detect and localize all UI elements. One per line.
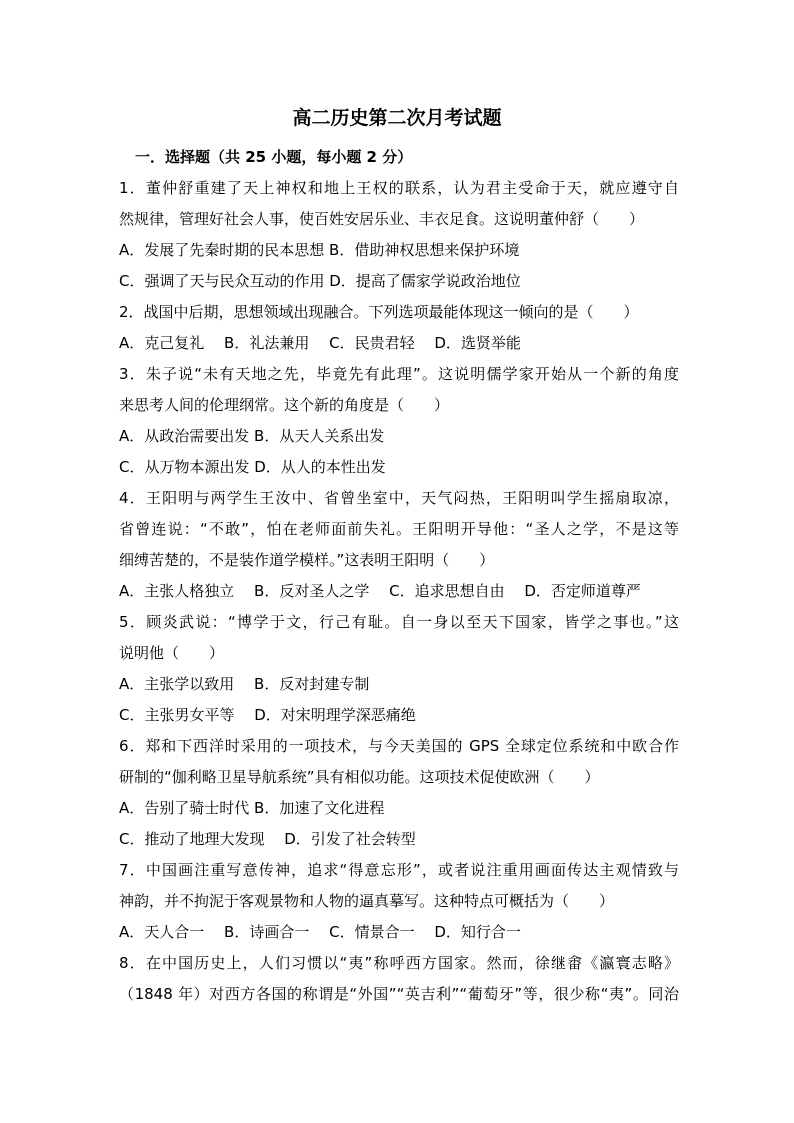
answer-options-line: A．发展了先秦时期的民本思想 B．借助神权思想来保护环境 xyxy=(119,241,520,259)
answer-options-line: A．天人合一 B．诗画合一 C．情景合一 D．知行合一 xyxy=(119,923,521,941)
question-text-line: 然规律，管理好社会人事，使百姓安居乐业、丰衣足食。这说明董仲舒（ ） xyxy=(119,210,645,228)
answer-options-line: C．从万物本源出发 D．从人的本性出发 xyxy=(119,458,386,476)
question-text-line: 4．王阳明与两学生王汝中、省曾坐室中，天气闷热，王阳明叫学生摇扇取凉， xyxy=(119,489,679,507)
exam-content xyxy=(119,142,679,1010)
section-heading: 一．选择题（共 25 小题，每小题 2 分） xyxy=(135,148,413,166)
question-text-line: 6．郑和下西洋时采用的一项技术，与今天美国的 GPS 全球定位系统和中欧合作 xyxy=(119,737,679,755)
answer-options-line: C．主张男女平等 D．对宋明理学深恶痛绝 xyxy=(119,706,416,724)
answer-options-line: A．主张人格独立 B．反对圣人之学 C．追求思想自由 D．否定师道尊严 xyxy=(119,582,641,600)
question-text-line: 研制的“伽利略卫星导航系统”具有相似功能。这项技术促使欧洲（ ） xyxy=(119,768,600,786)
question-text-line: 省曾连说：“不敢”，怕在老师面前失礼。王阳明开导他：“圣人之学，不是这等 xyxy=(119,520,679,538)
question-text-line: 神韵，并不拘泥于客观景物和人物的逼真摹写。这种特点可概括为（ ） xyxy=(119,892,615,910)
page-title: 高二历史第二次月考试题 xyxy=(292,107,502,129)
answer-options-line: C．强调了天与民众互动的作用 D．提高了儒家学说政治地位 xyxy=(119,272,521,290)
answer-options-line: A．从政治需要出发 B．从天人关系出发 xyxy=(119,427,385,445)
question-list xyxy=(119,173,679,1010)
question-text-line: 来思考人间的伦理纲常。这个新的角度是（ ） xyxy=(119,396,450,414)
question-text-line: 2．战国中后期，思想领域出现融合。下列选项最能体现这一倾向的是（ ） xyxy=(119,303,639,321)
question-text-line: 说明他（ ） xyxy=(119,644,225,662)
question-text-line: 细缚苦楚的，不是装作道学模样。”这表明王阳明（ ） xyxy=(119,551,495,569)
question-text-line: 3．朱子说“未有天地之先，毕竟先有此理”。这说明儒学家开始从一个新的角度 xyxy=(119,365,679,383)
question-text-line: 7．中国画注重写意传神，追求“得意忘形”，或者说注重用画面传达主观情致与 xyxy=(119,861,679,879)
question-text-line: 8．在中国历史上，人们习惯以“夷”称呼西方国家。然而，徐继畬《瀛寰志略》 xyxy=(119,954,679,972)
question-text-line: 5．顾炎武说：“博学于文，行己有耻。自一身以至天下国家，皆学之事也。”这 xyxy=(119,613,679,631)
question-text-line: 1．董仲舒重建了天上神权和地上王权的联系，认为君主受命于天，就应遵守自 xyxy=(119,179,679,197)
answer-options-line: A．克己复礼 B．礼法兼用 C．民贵君轻 D．选贤举能 xyxy=(119,334,521,352)
question-text-line: （1848 年）对西方各国的称谓是“外国”“英吉利”“葡萄牙”等，很少称“夷”。同治 xyxy=(119,985,679,1003)
answer-options-line: A．主张学以致用 B．反对封建专制 xyxy=(119,675,370,693)
answer-options-line: A．告别了骑士时代 B．加速了文化进程 xyxy=(119,799,385,817)
answer-options-line: C．推动了地理大发现 D．引发了社会转型 xyxy=(119,830,416,848)
